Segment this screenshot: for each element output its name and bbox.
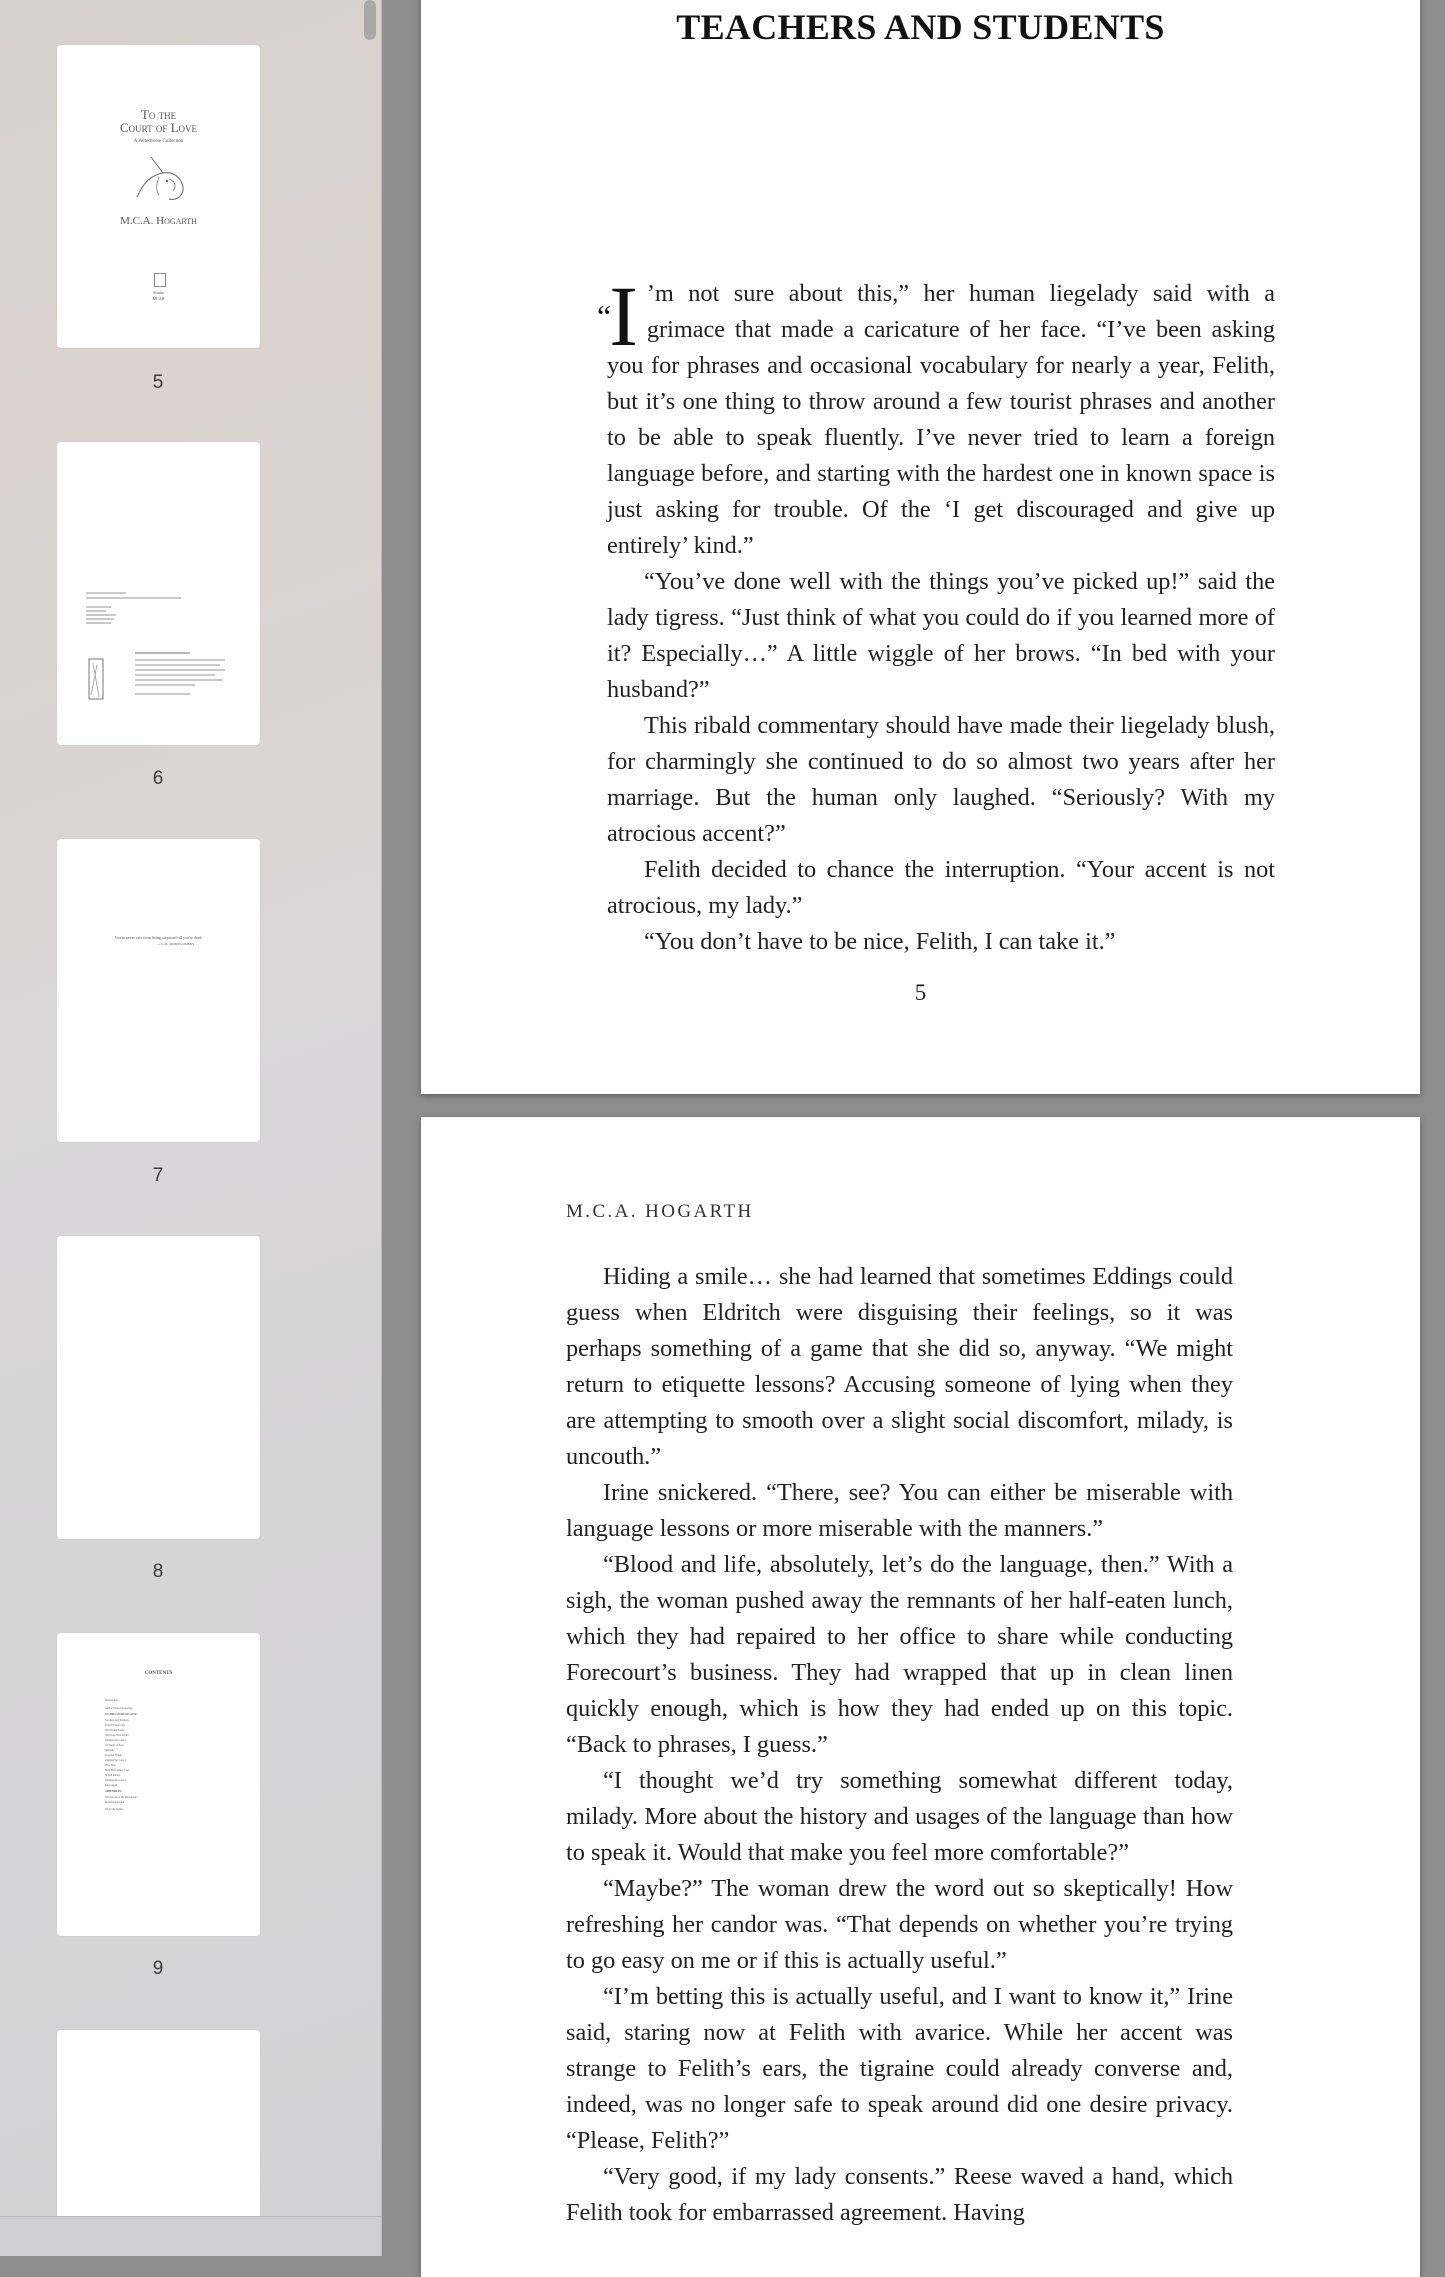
- paragraph: “I ’m not sure about this,” her human liegelady said with a grimace that made a caricature of her face. “I’ve been asking you for phrases and occasional vocabulary for nearly a year, Felith, but it’s one thing to throw around a few tourist phrases and another to be able to speak fluently. I’ve never tried to learn a foreign language before, and starting with the hardest one in known space is just asking for trouble. Of the ‘I get discouraged and give up entirely’ kind.”: [597, 268, 1275, 559]
- thumbnail-page-9[interactable]: CONTENTS Introduction Author's Note/Chronology TO THE COURT OF LOVE Teachers And Students From Foreseen Tea Of Gift and Forms Old Dogs, New Tricks Opening the Court 1 A Change of Pace Interlude Seasonal Things Opening the Court 2 Who Next Born Here, Marry Last In Still Silence Opening the Court 3 Tales Again APPENDICES The Species of the Peltedverse Dramatis Personae About the Author: [57, 1633, 260, 1936]
- paragraph: “I’m betting this is actually useful, and I want to know it,” Irine said, staring now at Felith with avarice. While her accent was strange to Felith’s ears, the tigraine could already converse and, indeed, was no longer safe to speak around did one desire privacy. “Please, Felith?”: [566, 1983, 1233, 2154]
- thumbnail-page-number: 5: [152, 372, 164, 393]
- thumbnail-page-8[interactable]: [57, 1236, 260, 1539]
- page-body-text: [566, 1259, 1233, 2231]
- page-body-text: [597, 268, 1275, 960]
- paragraph: Irine snickered. “There, see? You can either be miserable with language lessons or more miserable with the manners.”: [566, 1479, 1233, 1542]
- document-page-5[interactable]: [421, 0, 1420, 1094]
- thumbnail-page-number: 9: [152, 1958, 164, 1979]
- paragraph: This ribald commentary should have made their liegelady blush, for charmingly she continued to do so almost two years after her marriage. But the human only laughed. “Seriously? With my atrocious accent?”: [607, 712, 1275, 847]
- thumbnail-page-number: 8: [152, 1561, 164, 1582]
- paragraph: Felith decided to chance the interruption. “Your accent is not atrocious, my lady.”: [607, 856, 1275, 919]
- paragraph: Hiding a smile… she had learned that sometimes Eddings could guess when Eldritch were disguising their feelings, so it was perhaps something of a game that she did so, anyway. “We might return to etiquette lessons? Accusing someone of lying when they are attempting to smooth over a slight social discomfort, milady, is uncouth.”: [566, 1263, 1233, 1470]
- publisher-logo-icon: [154, 273, 166, 287]
- key-illustration-icon: [83, 657, 113, 703]
- thumb-title-line1: To the: [140, 107, 177, 122]
- page-number: 5: [914, 980, 927, 1005]
- thumbnail-page-7[interactable]: [57, 839, 260, 1142]
- thumbnail-page-6[interactable]: [57, 442, 260, 745]
- thumbnail-page-5[interactable]: [57, 45, 260, 348]
- paragraph: “You don’t have to be nice, Felith, I can take it.”: [644, 928, 1116, 955]
- paragraph: “You’ve done well with the things you’ve picked up!” said the lady tigress. “Just think of what you could do if you learned more of it? Especially…” A little wiggle of her brows. “In bed with your husband?”: [607, 568, 1275, 703]
- thumb-publisher-line1: Studio: [153, 290, 164, 295]
- thumb-subtitle: A Peltedverse Collection: [133, 139, 184, 144]
- sidebar-footer-bar: [0, 2216, 381, 2256]
- chapter-title: TEACHERS AND STUDENTS: [676, 7, 1165, 47]
- thumb-epigraph: You're never safe from being surprised till you're dead.: [114, 935, 203, 940]
- thumb-author: M.C.A. Hogarth: [120, 215, 197, 227]
- thumb-contents-heading: CONTENTS: [144, 1671, 173, 1676]
- thumb-title-line2: Court of Love: [119, 120, 198, 135]
- thumbnail-page-number: 7: [152, 1165, 164, 1186]
- paragraph: “Blood and life, absolutely, let’s do the language, then.” With a sigh, the woman pushed away the remnants of her half-eaten lunch, which they had repaired to her office to share while conducting Forecourt’s business. They had wrapped that up in clean linen quickly enough, which is how they had ended up on this topic. “Back to phrases, I guess.”: [566, 1551, 1233, 1758]
- thumb-publisher-line2: MCAH: [152, 296, 165, 301]
- page-thumbnail-sidebar[interactable]: [0, 0, 382, 2256]
- sidebar-scrollbar[interactable]: [364, 0, 376, 40]
- running-head-author: M.C.A. HOGARTH: [566, 1201, 754, 1222]
- paragraph: “I thought we’d try something somewhat different today, milady. More about the history and usages of the language than how to speak it. Would that make you feel more comfortable?”: [566, 1767, 1233, 1866]
- document-page-6[interactable]: [421, 1117, 1420, 2277]
- paragraph: “Very good, if my lady consents.” Reese waved a hand, which Felith took for embarrassed agreement. Having: [566, 2163, 1233, 2226]
- thumb-epigraph-attribution: — L.M. MONTGOMERY: [157, 942, 195, 946]
- drop-cap: “I: [597, 268, 638, 364]
- paragraph: “Maybe?” The woman drew the word out so skeptically! How refreshing her candor was. “That depends on whether you’re trying to go easy on me or if this is actually useful.”: [566, 1875, 1233, 1974]
- unicorn-illustration-icon: [129, 153, 191, 207]
- thumbnail-page-number: 6: [152, 768, 164, 789]
